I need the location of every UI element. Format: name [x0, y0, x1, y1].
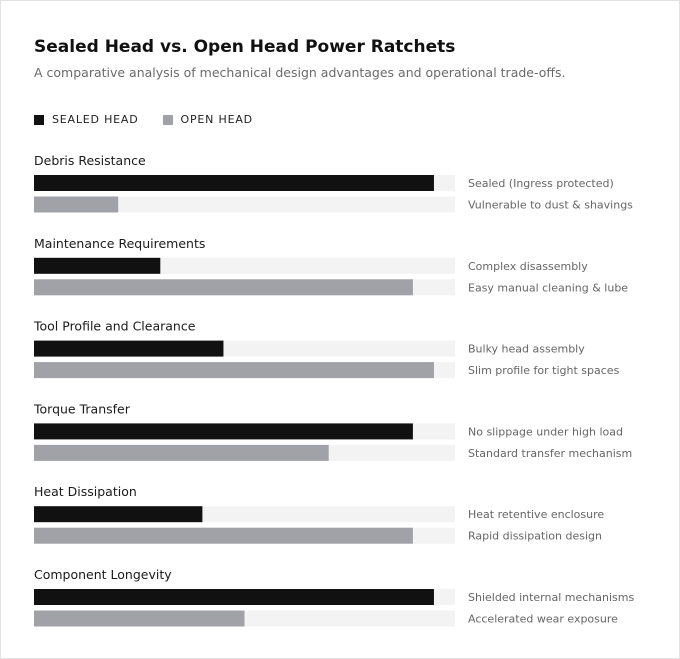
bar-annotation: Shielded internal mechanisms — [468, 591, 635, 604]
category-label: Debris Resistance — [34, 153, 146, 168]
bar-sealed-head — [34, 589, 434, 605]
bar-annotation: Vulnerable to dust & shavings — [468, 198, 633, 212]
category-label: Tool Profile and Clearance — [34, 318, 196, 334]
bar-open-head — [34, 279, 413, 295]
bar-sealed-head — [34, 341, 223, 357]
bar-sealed-head — [34, 423, 413, 439]
bar-open-head — [34, 197, 118, 213]
chart-subtitle: A comparative analysis of mechanical design advantages and operational trade-offs. — [34, 65, 566, 80]
bar-annotation: Accelerated wear exposure — [468, 612, 618, 626]
bar-sealed-head — [34, 175, 434, 191]
bar-sealed-head — [34, 258, 160, 274]
category-label: Heat Dissipation — [34, 484, 137, 500]
bar-annotation: Standard transfer mechanism — [468, 446, 633, 460]
bar-annotation: No slippage under high load — [468, 425, 623, 439]
bar-open-head — [34, 445, 329, 461]
category-label: Torque Transfer — [34, 401, 130, 417]
bar-open-head — [34, 611, 245, 627]
bar-open-head — [34, 528, 413, 544]
bar-annotation: Heat retentive enclosure — [468, 508, 605, 522]
legend-label-sealed-head: SEALED HEAD — [52, 113, 139, 126]
category-label: Component Longevity — [34, 567, 172, 582]
legend-label-open-head: OPEN HEAD — [180, 113, 253, 126]
bar-annotation: Sealed (Ingress protected) — [468, 177, 614, 190]
bar-chart — [1, 1, 679, 658]
bar-annotation: Complex disassembly — [468, 259, 588, 273]
bar-sealed-head — [34, 506, 202, 522]
bar-annotation: Slim profile for tight spaces — [468, 364, 620, 378]
bar-annotation: Bulky head assembly — [468, 342, 585, 356]
bar-annotation: Rapid dissipation design — [468, 529, 602, 543]
category-label: Maintenance Requirements — [34, 235, 206, 251]
chart-title: Sealed Head vs. Open Head Power Ratchets — [34, 37, 456, 57]
bar-annotation: Easy manual cleaning & lube — [468, 281, 629, 295]
bar-open-head — [34, 362, 434, 378]
